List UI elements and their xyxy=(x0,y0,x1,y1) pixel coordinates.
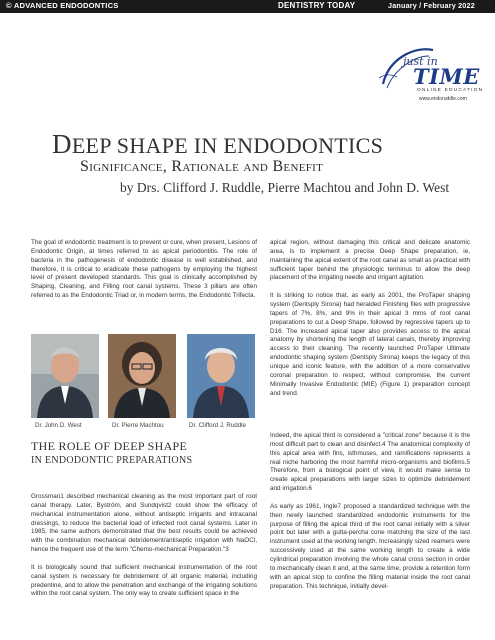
left-column-body xyxy=(31,493,257,599)
section-heading-line1: THE ROLE OF DEEP SHAPE xyxy=(31,439,188,453)
logo-subtitle: ONLINE EDUCATION xyxy=(417,88,484,93)
article-subtitle: Significance, Rationale and Benefit xyxy=(80,158,324,175)
just-in-time-logo xyxy=(375,44,487,110)
right-column-body xyxy=(270,432,470,591)
caption-west: Dr. John D. West xyxy=(35,422,82,429)
title-rest: EEP SHAPE IN ENDODONTICS xyxy=(71,133,384,158)
intro-paragraph: The goal of endodontic treatment is to prevent or cure, when present, Lesions of Endodontic Origin, at times referred to as apical periodontitis. The role of bacteria in the pathogenesis of endodontic disease is well established, and therefore, it is critical to eradicate these pathogens by employing the highest level of present developed standards. This goal is clinically accomplished by Shaping, Cleaning, and Filling root canal systems. These 3 pillars are often referred to as the Endodontic Triad or, in modern terms, the Endodontic Trifecta. xyxy=(31,239,257,300)
logo-just-text: just in xyxy=(403,55,438,68)
section-heading-line2: IN ENDODONTIC PREPARATIONS xyxy=(31,455,193,466)
title-initial: D xyxy=(52,129,72,159)
article-title xyxy=(52,129,383,160)
paragraph-critical-zone: Indeed, the apical third is considered a "critical zone" because it is the most difficult part to clean and disinfect.4 The anatomical complexity of this apical area with fins, isthmuses, and ramifications represents a real niche harboring the most harmful micro-organisms and biofilms.5 Therefore, from a biological point of view, it would make sense to create apical preparations with larger sizes to optimize debridement and irrigation.6 xyxy=(270,432,470,493)
logo-url: www.endoruddle.com xyxy=(419,96,467,102)
header-bar xyxy=(0,0,495,13)
portrait-ruddle-icon xyxy=(187,334,255,418)
paragraph-protaper: It is striking to notice that, as early as 2001, the ProTaper shaping system (Dentsply Sirona) had heralded Finishing files with progressive tapers of 7%, 8%, and 9% in their apical 3 mms of root canal preparations to cut a Deep Shape, followed by regressive tapers up to D16. The increased apical taper also provides access to the apical anatomy by shortening the length of lateral canals, thereby improving access to their cleaning. The recently launched ProTaper Ultimate endodontic shaping system (Dentsply Sirona) keeps the legacy of this unique and iconic feature, with the addition of a more conservative coronal preparation to respect, without compromise, the current Minimally Invasive Endodontic (MIE) (Figure 1) preparation concept and trend. xyxy=(270,292,470,397)
caption-machtou: Dr. Pierre Machtou xyxy=(112,422,164,429)
section-heading xyxy=(31,439,257,466)
article-byline: by Drs. Clifford J. Ruddle, Pierre Machtou and John D. West xyxy=(120,180,450,195)
header-date: January / February 2022 xyxy=(388,1,475,10)
left-column-intro xyxy=(31,239,257,301)
header-journal: DENTISTRY TODAY xyxy=(278,1,356,10)
portrait-west-icon xyxy=(31,334,99,418)
portrait-machtou-icon xyxy=(108,334,176,418)
paragraph-ingle: As early as 1961, Ingle7 proposed a standardized technique with the then newly launched standardized endodontic instruments for the purpose of filling the apical third of the root canal initially with a silver point but later with a gutta-percha cone matching the size of the last instrument used at the working length. Increasingly sized reamers were successively used at the same working length to create a wide cylindrical preparation involving the whole canal cross section in order to mechanically clean it and, at the same time, provide a retention form with an apical stop to confine the filling material inside the root canal preparation. This technique, initially devel- xyxy=(270,502,470,590)
right-column-top xyxy=(270,239,470,398)
photo-machtou xyxy=(108,334,176,418)
paragraph-biological: It is biologically sound that sufficient mechanical instrumentation of the root canal system is necessary for debridement of all organic material, including predentine, and to allow the penetration and exchange of the irrigating solutions within the root canal system. The only way to create sufficient space in the xyxy=(31,563,257,598)
header-publisher: © ADVANCED ENDODONTICS xyxy=(6,1,119,10)
photo-ruddle xyxy=(187,334,255,418)
logo-time-text: TIME xyxy=(413,64,480,89)
photo-west xyxy=(31,334,99,418)
paragraph-apical-region: apical region, without damaging this critical and delicate anatomic area, is to implement a precise Deep Shape preparation, ie, maintaining the apical extent of the root canal as small as practical with sufficient taper behind the physiologic terminus to allow the deep placement of the irrigating needle and irrigant agitation. xyxy=(270,239,470,282)
caption-ruddle: Dr. Clifford J. Ruddle xyxy=(189,422,246,429)
paragraph-grossman: Grossman1 described mechanical cleaning as the most important part of root canal therapy. Later, Byström, and Sundqvist2 could show the efficacy of mechanical instrumentation alone, without antiseptic irrigants and intracanal dressings, to reduce the bacterial load of infected root canal systems. Later in 1985, the same authors demonstrated that the best results could be achieved with the combination mechanical debridement/antiseptic irrigation with NaOCl, hence the frequent use of the term "Chemo-mechanical Preparation."3 xyxy=(31,493,257,554)
